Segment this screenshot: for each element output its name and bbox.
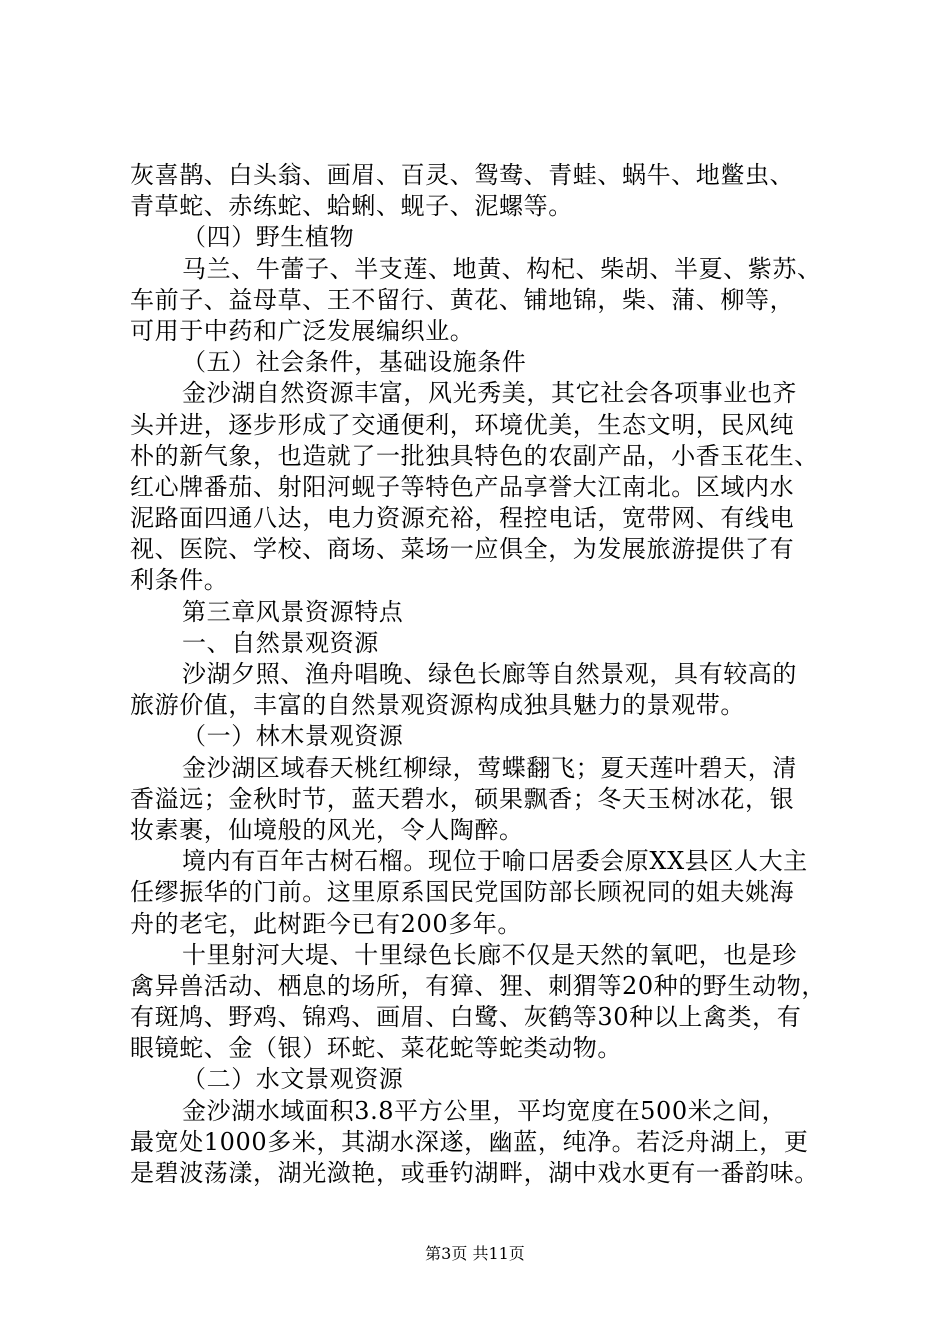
- text-line: 第三章风景资源特点: [182, 597, 404, 626]
- text-line: 沙湖夕照、渔舟唱晚、绿色长廊等自然景观，具有较高的: [182, 660, 797, 688]
- text-line: 灰喜鹊、白头翁、画眉、百灵、鸳鸯、青蛙、蜗牛、地鳖虫、: [130, 161, 795, 189]
- text-line: 视、医院、学校、商场、菜场一应俱全，为发展旅游提供了有: [130, 535, 795, 564]
- text-line: 马兰、牛蕾子、半支莲、地黄、构杞、柴胡、半夏、紫苏、: [182, 254, 822, 283]
- text-line: 头并进，逐步形成了交通便利，环境优美，生态文明，民风纯: [130, 410, 795, 439]
- text-line: （五）社会条件，基础设施条件: [182, 348, 527, 377]
- text-line: 眼镜蛇、金（银）环蛇、菜花蛇等蛇类动物。: [130, 1034, 622, 1063]
- text-line: 青草蛇、赤练蛇、蛤蜊、蚬子、泥螺等。: [130, 192, 573, 221]
- text-line: 泥路面四通八达，电力资源充裕，程控电话，宽带网、有线电: [130, 504, 795, 533]
- text-line: （二）水文景观资源: [182, 1065, 404, 1094]
- text-line: （四）野生植物: [182, 223, 355, 252]
- text-line: 车前子、益母草、王不留行、黄花、铺地锦，柴、蒲、柳等，: [130, 285, 795, 314]
- text-line: 有斑鸠、野鸡、锦鸡、画眉、白鹭、灰鹤等30种以上禽类，有: [130, 1003, 802, 1032]
- text-line: 境内有百年古树石榴。现位于喻口居委会原XX县区人大主: [182, 847, 808, 876]
- text-line: 金沙湖水域面积3.8平方公里，平均宽度在500米之间，: [182, 1096, 787, 1125]
- text-line: 舟的老宅，此树距今已有200多年。: [130, 909, 523, 938]
- text-line: 可用于中药和广泛发展编织业。: [130, 316, 475, 345]
- text-line: 朴的新气象，也造就了一批独具特色的农副产品，小香玉花生、: [130, 441, 819, 470]
- text-line: 妆素裹，仙境般的风光，令人陶醉。: [130, 815, 524, 844]
- text-line: 旅游价值，丰富的自然景观资源构成独具魅力的景观带。: [130, 691, 745, 720]
- page-number-footer: 第3页 共11页: [425, 1244, 525, 1263]
- text-line: 一、自然景观资源: [182, 628, 379, 657]
- text-line: 禽异兽活动、栖息的场所，有獐、狸、刺猬等20种的野生动物，: [130, 971, 826, 1000]
- text-line: 最宽处1000多米，其湖水深遂，幽蓝，纯净。若泛舟湖上，更: [130, 1127, 809, 1156]
- text-line: 利条件。: [130, 566, 229, 595]
- text-line: 香溢远；金秋时节，蓝天碧水，硕果飘香；冬天玉树冰花，银: [130, 784, 795, 813]
- text-line: 红心牌番茄、射阳河蚬子等特色产品享誉大江南北。区域内水: [130, 472, 795, 501]
- document-body: [130, 160, 860, 1189]
- text-line: 任缪振华的门前。这里原系国民党国防部长顾祝同的姐夫姚海: [130, 878, 795, 907]
- text-line: 是碧波荡漾，湖光潋艳，或垂钓湖畔，湖中戏水更有一番韵味。: [130, 1159, 819, 1187]
- text-line: 金沙湖区域春天桃红柳绿，莺蝶翻飞；夏天莲叶碧天，清: [182, 753, 797, 782]
- text-line: （一）林木景观资源: [182, 722, 404, 751]
- text-line: 十里射河大堤、十里绿色长廊不仅是天然的氧吧，也是珍: [182, 940, 797, 969]
- text-line: 金沙湖自然资源丰富，风光秀美，其它社会各项事业也齐: [182, 379, 797, 408]
